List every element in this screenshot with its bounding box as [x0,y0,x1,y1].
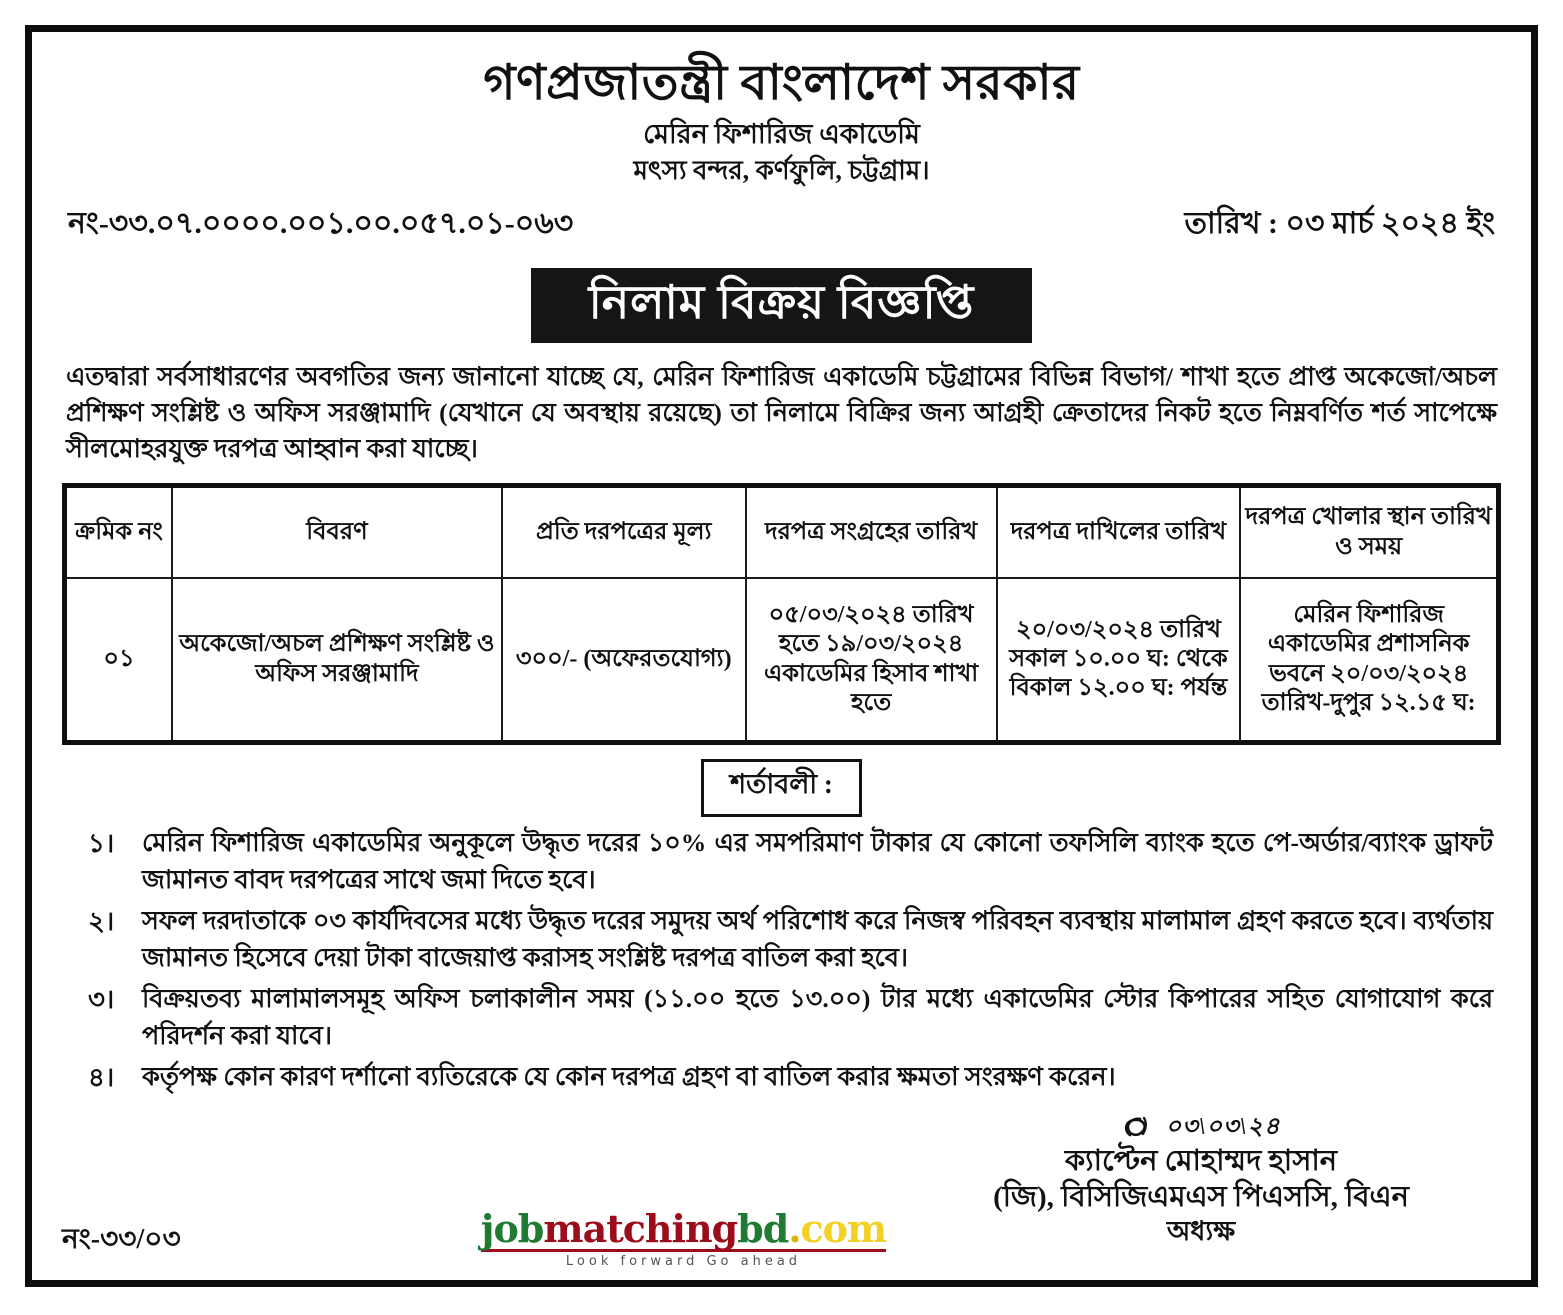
cell-submission-date: ২০/০৩/২০২৪ তারিখ সকাল ১০.০০ ঘ: থেকে বিকাল ১২.০০ ঘ: পর্যন্ত [997,578,1241,743]
watermark-part-job: job [480,1206,544,1251]
condition-item [70,903,1493,977]
organization-address: মৎস্য বন্দর, কর্ণফুলি, চট্টগ্রাম। [633,155,930,185]
government-title: গণপ্রজাতন্ত্রী বাংলাদেশ সরকার [483,55,1080,110]
footer-memo-number: নং-৩৩/০৩ [62,1224,181,1255]
column-header-description: বিবরণ [172,486,502,578]
condition-number: ২। [88,907,115,937]
cell-opening-place: মেরিন ফিশারিজ একাডেমির প্রশাসনিক ভবনে ২০/০৩/২০২৪ তারিখ-দুপুর ১২.১৫ ঘ: [1240,578,1498,743]
condition-number: ৩। [88,985,115,1015]
watermark-part-bd: bd [737,1206,789,1251]
column-header-collection-date: দরপত্র সংগ্রহের তারিখ [746,486,997,578]
column-header-serial: ক্রমিক নং [65,486,173,578]
conditions-list [62,825,1501,1097]
condition-number: ১। [88,829,115,859]
signatory-qualifications: (জি), বিসিজিএমএস পিএসসি, বিএন [993,1180,1409,1213]
cell-collection-date: ০৫/০৩/২০২৪ তারিখ হতে ১৯/০৩/২০২৪ একাডেমির হিসাব শাখা হতে [746,578,997,743]
condition-text: সফল দরদাতাকে ০৩ কার্যদিবসের মধ্যে উদ্ধৃত দরের সমুদয় অর্থ পরিশোধ করে নিজস্ব পরিবহন ব্যবস্থায় মালামাল গ্রহণ করতে হবে। ব্যর্থতায় জামানত হিসেবে দেয়া টাকা বাজেয়াপ্ত করাসহ সংশ্লিষ্ট দরপত্র বাতিল করা হবে। [142,906,1493,973]
condition-item [70,825,1493,899]
watermark-logo [480,1206,887,1269]
column-header-submission-date: দরপত্র দাখিলের তারিখ [997,486,1241,578]
memo-number: নং-৩৩.০৭.০০০০.০০১.০০.০৫৭.০১-০৬৩ [68,207,574,241]
table-row [65,578,1499,743]
conditions-heading-wrapper [62,759,1501,817]
condition-text: বিক্রয়তব্য মালামালসমূহ অফিস চলাকালীন সময় (১১.০০ হতে ১৩.০০) টার মধ্যে একাডেমির স্টোর কিপারের সহিত যোগাযোগ করে পরিদর্শন করা যাবে। [142,984,1493,1051]
signature-scribble-icon [1122,1115,1162,1141]
watermark-part-matching: matching [543,1206,738,1251]
intro-paragraph: এতদ্বারা সর্বসাধারণের অবগতির জন্য জানানো যাচ্ছে যে, মেরিন ফিশারিজ একাডেমি চট্টগ্রামের বিভিন্ন বিভাগ/ শাখা হতে প্রাপ্ত অকেজো/অচল প্রশিক্ষণ সংশ্লিষ্ট ও অফিস সরঞ্জামাদি (যেখানে যে অবস্থায় রয়েছে) তা নিলামে বিক্রির জন্য আগ্রহী ক্রেতাদের নিকট হতে নিম্নবর্ণিত শর্ত সাপেক্ষে সীলমোহরযুক্ত দরপত্র আহ্বান করা যাচ্ছে। [66,361,1497,464]
condition-number: ৪। [88,1063,115,1093]
banner-wrapper [62,268,1501,343]
handwritten-date: ০৩\০৩\২৪ [1165,1113,1281,1140]
cell-price: ৩০০/- (অফেরতযোগ্য) [502,578,746,743]
signatory-name: ক্যাপ্টেন মোহাম্মদ হাসান [1064,1144,1338,1177]
condition-item [70,981,1493,1055]
handwritten-signature-line [941,1111,1461,1145]
condition-text: কর্তৃপক্ষ কোন কারণ দর্শানো ব্যতিরেকে যে কোন দরপত্র গ্রহণ বা বাতিল করার ক্ষমতা সংরক্ষণ করেন। [142,1062,1116,1092]
signatory-designation: অধ্যক্ষ [1166,1215,1236,1246]
column-header-opening-place: দরপত্র খোলার স্থান তারিখ ও সময় [1240,486,1498,578]
condition-text: মেরিন ফিশারিজ একাডেমির অনুকূলে উদ্ধৃত দরের ১০% এর সমপরিমাণ টাকার যে কোনো তফসিলি ব্যাংক হতে পে-অর্ডার/ব্যাংক ড্রাফট জামানত বাবদ দরপত্রের সাথে জমা দিতে হবে। [142,828,1493,895]
watermark-text [480,1206,887,1251]
notice-page [25,25,1538,1287]
tender-table [62,483,1501,745]
watermark-part-com: com [800,1206,887,1251]
watermark-part-dot: . [788,1206,801,1251]
notice-title-banner: নিলাম বিক্রয় বিজ্ঞপ্তি [531,268,1033,343]
memo-date: তারিখ : ০৩ মার্চ ২০২৪ ইং [1184,207,1495,241]
table-header-row [65,486,1499,578]
organization-name: মেরিন ফিশারিজ একাডেমি [643,118,920,149]
cell-description: অকেজো/অচল প্রশিক্ষণ সংশ্লিষ্ট ও অফিস সরঞ্জামাদি [172,578,502,743]
cell-serial: ০১ [65,578,173,743]
conditions-heading: শর্তাবলী : [701,759,862,817]
footer-row [62,1206,1501,1269]
column-header-price: প্রতি দরপত্রের মূল্য [502,486,746,578]
memo-row [62,199,1501,250]
watermark-tagline: Look forward Go ahead [565,1254,802,1269]
condition-item [70,1059,1493,1097]
